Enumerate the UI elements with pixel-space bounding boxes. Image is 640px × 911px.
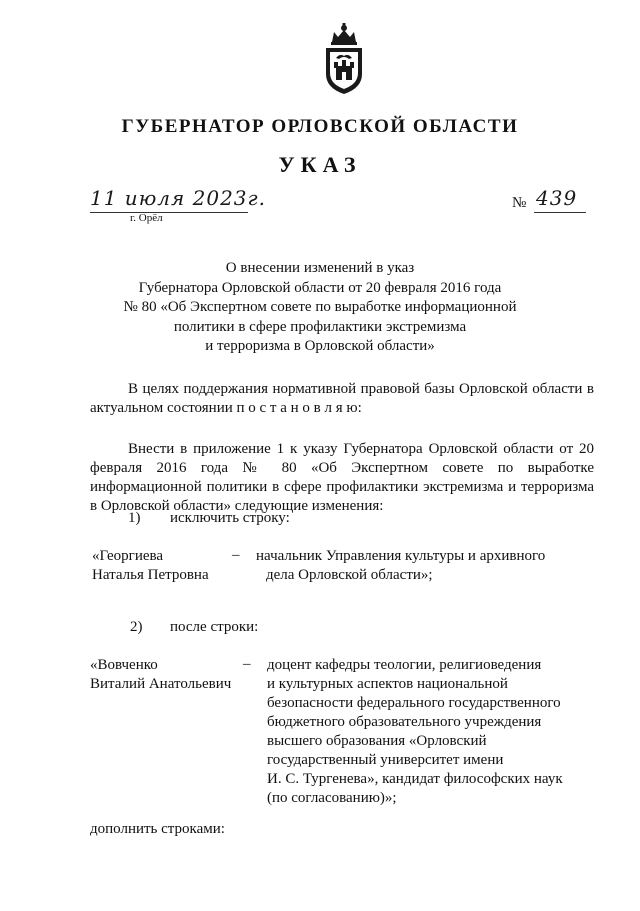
- entry-1-surname: «Георгиева: [92, 548, 164, 564]
- entry-1-role-line: начальник Управления культуры и архивного: [256, 548, 546, 564]
- closing-text: дополнить строками:: [90, 821, 225, 837]
- entry-2-role-line: высшего образования «Орловский: [267, 733, 487, 749]
- item-2-text: после строки:: [170, 619, 259, 635]
- entry-2-role: [267, 656, 597, 808]
- entry-2-surname: «Вовченко: [90, 657, 158, 673]
- entry-1-name: [92, 547, 242, 585]
- subject-line: и терроризма в Орловской области»: [205, 338, 435, 354]
- subject-line: О внесении изменений в указ: [225, 260, 415, 276]
- entry-2-role-line: государственный университет имени: [267, 752, 504, 768]
- subject-line: № 80 «Об Экспертном совете по выработке информационной: [123, 299, 517, 315]
- subject-line: политики в сфере профилактики экстремизма: [173, 318, 467, 335]
- preamble-paragraph: В целях поддержания нормативной правовой базы Орловской области в актуальном состоянии п о с т а н о в л я ю:: [90, 381, 594, 416]
- entry-2-role-line: и культурных аспектов национальной: [267, 676, 508, 692]
- entry-1-role-line: дела Орловской области»;: [266, 567, 433, 583]
- decree-subject: [110, 259, 530, 357]
- handwritten-number: 439: [536, 186, 578, 210]
- number-underline: [534, 212, 586, 213]
- entry-2-role-line: безопасности федерального государственного: [267, 695, 561, 711]
- entry-1-given-names: Наталья Петровна: [92, 567, 209, 583]
- entry-2-role-line: И. С. Тургенева», кандидат философских наук: [267, 771, 563, 787]
- item-1-text: исключить строку:: [170, 510, 290, 526]
- item-2-number: 2): [130, 619, 143, 635]
- document-type: УКАЗ: [278, 152, 362, 177]
- city-label: г. Орёл: [130, 212, 163, 224]
- subject-line: Губернатора Орловской области от 20 февраля 2016 года: [138, 279, 502, 296]
- entry-2-role-line: (по согласованию)»;: [267, 790, 397, 806]
- entry-2-name: [90, 656, 260, 694]
- entry-1-dash: –: [232, 547, 240, 563]
- date-underline: [90, 212, 248, 213]
- main-paragraph: Внести в приложение 1 к указу Губернатора Орловской области от 20 февраля 2016 года № 80 «Об Экспертном совете по выработке информационной политики в сфере профилактики экстремизма и терроризма в Орловской области» следующие изменения:: [90, 441, 594, 514]
- item-1-number: 1): [128, 510, 141, 526]
- entry-2-dash: –: [243, 656, 251, 672]
- handwritten-date: 11 июля 2023г.: [90, 186, 266, 210]
- entry-1-role: [256, 547, 596, 585]
- entry-2-role-line: бюджетного образовательного учреждения: [267, 714, 542, 730]
- authority-title: ГУБЕРНАТОР ОРЛОВСКОЙ ОБЛАСТИ: [121, 116, 519, 137]
- entry-2-given-names: Виталий Анатольевич: [90, 676, 232, 692]
- number-sign: №: [512, 195, 527, 211]
- coat-of-arms-icon: [316, 22, 372, 96]
- entry-2-role-line: доцент кафедры теологии, религиоведения: [267, 657, 542, 673]
